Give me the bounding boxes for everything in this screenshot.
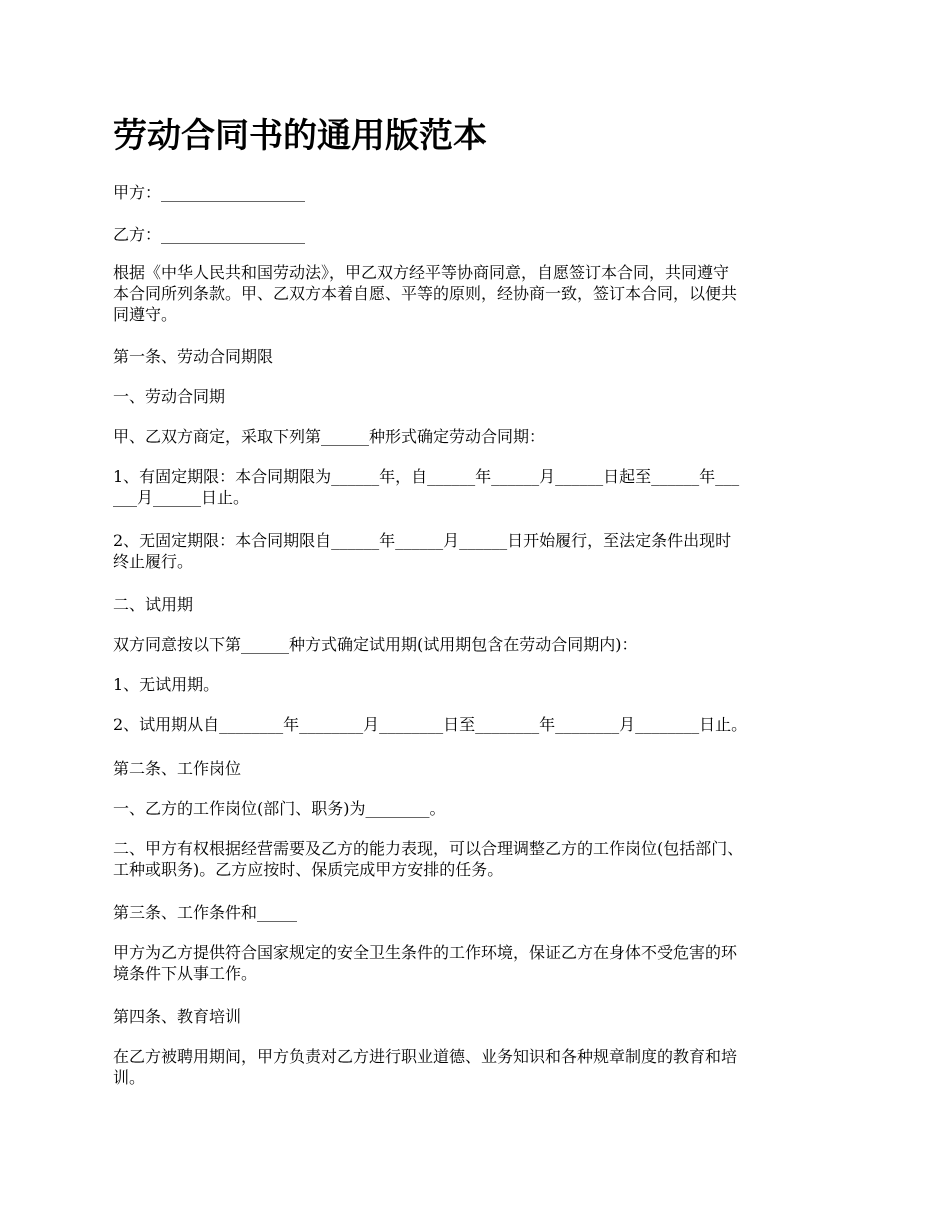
paragraph-line: 甲、乙双方商定，采取下列第______种形式确定劳动合同期：	[113, 427, 546, 446]
paragraph	[113, 1046, 737, 1088]
paragraph-line: 甲方：__________________	[113, 183, 306, 202]
paragraph	[113, 714, 747, 735]
paragraph-line: 一、乙方的工作岗位(部门、职务)为________。	[113, 799, 446, 818]
paragraph-line: 乙方：__________________	[113, 225, 306, 244]
paragraph-line: 二、试用期	[113, 595, 194, 614]
paragraph-line: 在乙方被聘用期间，甲方负责对乙方进行职业道德、业务知识和各种规章制度的教育和培	[113, 1047, 738, 1066]
paragraph	[113, 182, 305, 203]
paragraph-line: ___月______日止。	[113, 488, 250, 507]
paragraph	[113, 262, 737, 325]
paragraph-line: 第四条、教育培训	[113, 1007, 242, 1026]
paragraph-line: 工种或职务)。乙方应按时、保质完成甲方安排的任务。	[113, 860, 504, 879]
paragraph-line: 第一条、劳动合同期限	[113, 347, 274, 366]
paragraph	[113, 902, 297, 923]
paragraph	[113, 838, 743, 880]
paragraph-line: 一、劳动合同期	[113, 387, 226, 406]
paragraph-line: 境条件下从事工作。	[113, 964, 258, 983]
paragraph-line: 2、试用期从自________年________月________日至________年________月________日止。	[113, 715, 748, 734]
paragraph	[113, 798, 446, 819]
paragraph-line: 二、甲方有权根据经营需要及乙方的能力表现，可以合理调整乙方的工作岗位(包括部门、	[113, 839, 744, 858]
paragraph	[113, 942, 737, 984]
paragraph-line: 第二条、工作岗位	[113, 759, 242, 778]
paragraph	[113, 466, 739, 508]
paragraph	[113, 1006, 241, 1027]
paragraph	[113, 346, 273, 367]
document-page	[113, 112, 841, 1087]
paragraph-line: 第三条、工作条件和_____	[113, 903, 298, 922]
paragraph-line: 1、有固定期限：本合同期限为______年，自______年______月______日起至______年___	[113, 467, 740, 486]
paragraph	[113, 386, 225, 407]
paragraph	[113, 634, 638, 655]
paragraph-line: 训。	[113, 1068, 146, 1087]
paragraph-line: 1、无试用期。	[113, 675, 220, 694]
paragraph	[113, 674, 219, 695]
paragraph-line: 同遵守。	[113, 305, 178, 324]
paragraph-line: 2、无固定期限：本合同期限自______年______月______日开始履行，至法定条件出现时	[113, 531, 732, 550]
paragraph	[113, 224, 305, 245]
paragraph-line: 甲方为乙方提供符合国家规定的安全卫生条件的工作环境，保证乙方在身体不受危害的环	[113, 943, 738, 962]
paragraph	[113, 594, 193, 615]
paragraph	[113, 530, 731, 572]
paragraph	[113, 426, 545, 447]
paragraph-line: 终止履行。	[113, 552, 194, 571]
document-title: 劳动合同书的通用版范本	[113, 116, 487, 156]
paragraph-line: 根据《中华人民共和国劳动法》，甲乙双方经平等协商同意，自愿签订本合同，共同遵守	[113, 263, 730, 282]
paragraph-line: 双方同意按以下第______种方式确定试用期(试用期包含在劳动合同期内)：	[113, 635, 638, 654]
paragraph	[113, 758, 241, 779]
paragraph-line: 本合同所列条款。甲、乙双方本着自愿、平等的原则，经协商一致，签订本合同，以便共	[113, 284, 738, 303]
